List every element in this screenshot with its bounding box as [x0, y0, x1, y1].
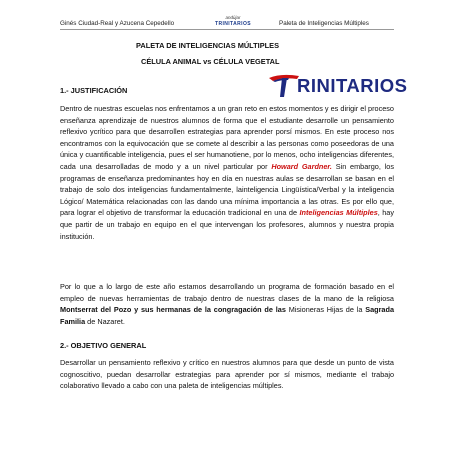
- header-logo-top: andújar: [225, 15, 241, 20]
- p2-montserrat: Montserrat del Pozo y sus hermanas de la congragación de las: [60, 305, 286, 315]
- header-authors: Ginés Ciudad-Real y Azucena Cepedello: [60, 20, 175, 27]
- paragraph-programa: [60, 281, 394, 327]
- p1-gardner: Howard Gardner.: [271, 161, 332, 171]
- p1-text-a: Dentro de nuestras escuelas nos enfrentamos a un gran reto en estos momentos y es dirigir el proceso enseñanza aprendizaje de nuestros alumnos de forma que el estudiante desarrolle un pensamiento reflexivo ycrítico para que desarrollen estrategias para aprender porsí mismos. En este proceso nos encontramos con la equivocación que se comete al describir a las personas como poseedoras de una única y cuantificable inteligencia, pues el ser humanotiene, por lo menos, ocho inteligencias diferentes, cada una desarrolladas de modo y a un nivel particular por: [60, 104, 394, 171]
- p2-text-c: Misioneras Hijas de la: [285, 305, 366, 315]
- trinitarios-logo: [267, 72, 409, 98]
- header-logo-bottom: TRINITARIOS: [215, 21, 251, 27]
- p1-text-e: , hay que partir de un trabajo en equipo en el que intervengan los profesores, alumnos y nuestra propia institución.: [60, 208, 395, 241]
- p1-inteligencias: Inteligencias Múltiples: [299, 208, 378, 218]
- header-logo: [215, 15, 251, 27]
- section-objetivo: 2.- OBJETIVO GENERAL: [60, 341, 147, 350]
- trinitarios-logo-mark-icon: [267, 72, 301, 98]
- paragraph-objetivo: Desarrollar un pensamiento reflexivo y crítico en nuestros alumnos para que desde un punto de vista cognoscitivo, puedan desarrollar estrategias para aprender por sí mismos, mediante el trabajo colaborativo llevado a cabo con una paleta de inteligencias múltiples.: [60, 358, 394, 391]
- header-doc-title: Paleta de Inteligencias Múltiples: [279, 20, 369, 27]
- p2-sagrada-familia: Sagrada Familia: [60, 305, 394, 326]
- p2-text-a: Por lo que a lo largo de este año estamos desarrollando un programa de formación basado en el empleo de nuevas herramientas de trabajo dentro de nuestras clases de la mano de la religiosa: [60, 282, 394, 303]
- p1-text-c: Sin embargo, los programas de enseñanza predominantes hoy en día en nuestras aulas se desarrollan se basan en el trabajo de solo dos inteligencias fundamentalmente, lainteligencia Lingüística/Verbal y la inteligencia Lógico/ Matemática relacionadas con las dando una mínima importancia a las otras. Es por ello que, para lograr el objetivo de transformar la educación tradicional en una de: [60, 161, 394, 218]
- doc-subtitle: CÉLULA ANIMAL vs CÉLULA VEGETAL: [141, 57, 280, 66]
- section-justificacion: 1.- JUSTIFICACIÓN: [60, 86, 128, 95]
- header-divider: [60, 29, 394, 30]
- trinitarios-logo-text: RINITARIOS: [297, 75, 408, 96]
- paragraph-justificacion: [60, 103, 394, 242]
- p2-text-e: de Nazaret.: [85, 316, 125, 326]
- doc-title: PALETA DE INTELIGENCIAS MÚLTIPLES: [136, 41, 280, 50]
